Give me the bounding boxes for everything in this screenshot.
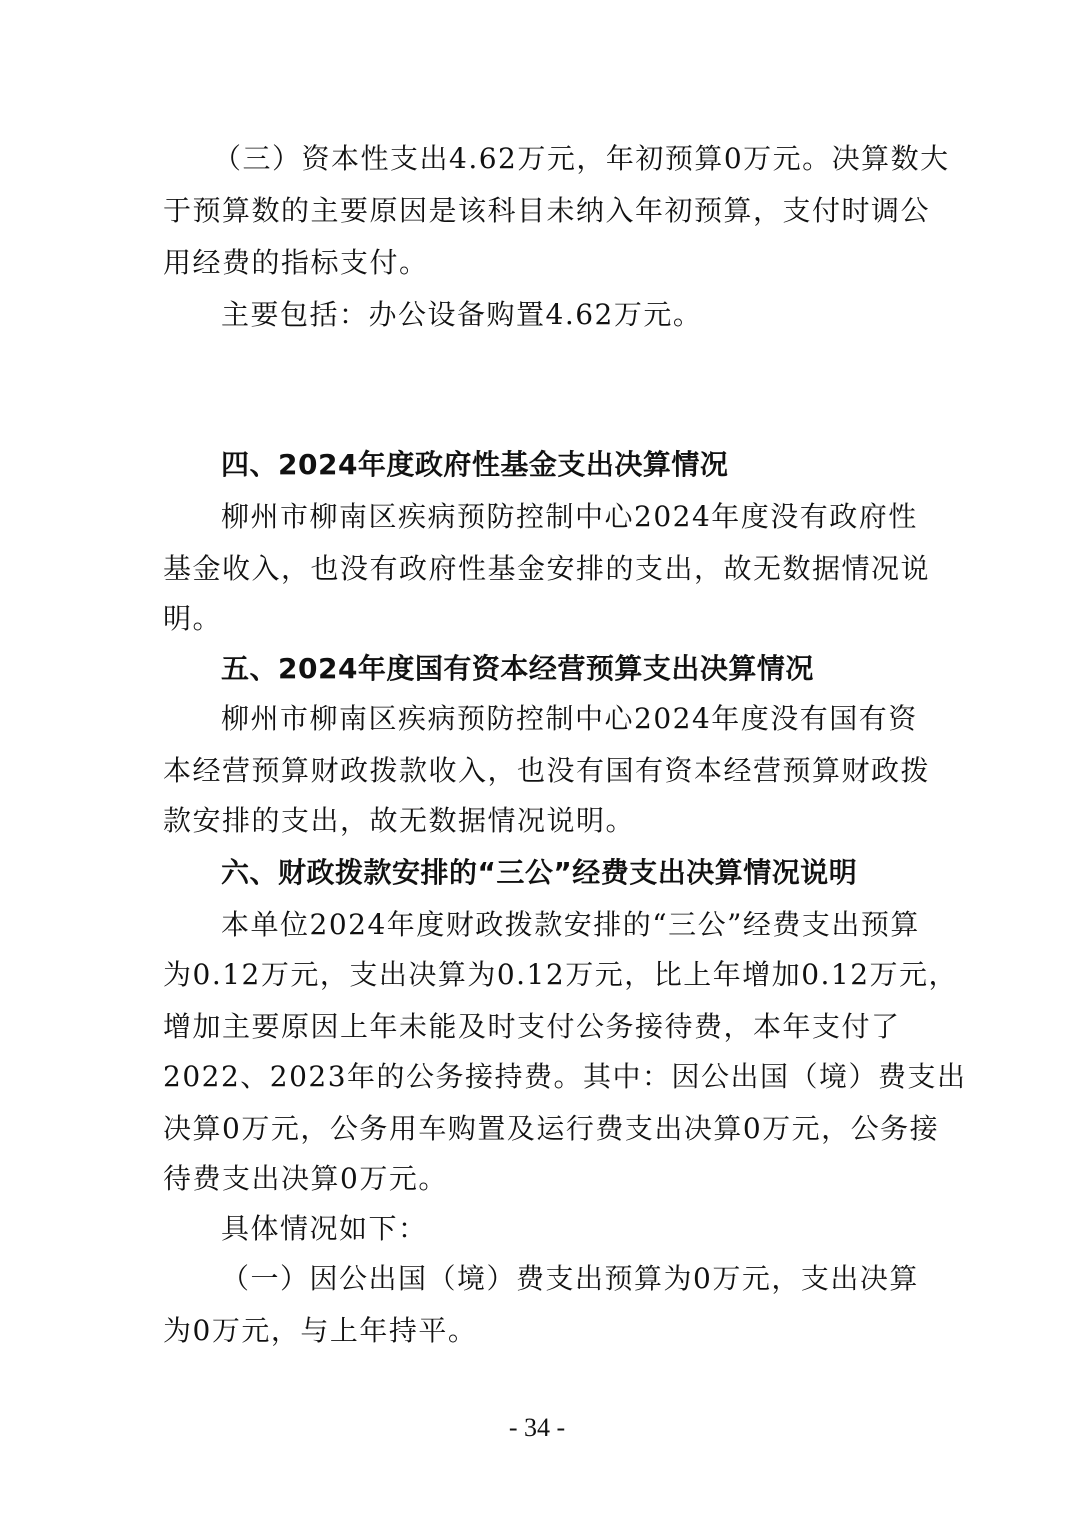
section-heading-6: 六、财政拨款安排的“三公”经费支出决算情况说明 (221, 856, 858, 889)
section-heading-5: 五、2024年度国有资本经营预算支出决算情况 (221, 652, 814, 685)
paragraph-line: 本单位2024年度财政拨款安排的“三公”经费支出预算 (221, 908, 920, 941)
paragraph-line: 为0.12万元，支出决算为0.12万元，比上年增加0.12万元， (163, 958, 959, 991)
paragraph-line: （一）因公出国（境）费支出预算为0万元，支出决算 (221, 1262, 919, 1295)
section-heading-4: 四、2024年度政府性基金支出决算情况 (221, 448, 729, 481)
paragraph-line: 用经费的指标支付。 (163, 246, 429, 279)
paragraph-line: 款安排的支出，故无数据情况说明。 (163, 804, 636, 837)
paragraph-line: 决算0万元，公务用车购置及运行费支出决算0万元，公务接 (163, 1112, 940, 1145)
paragraph-line: 为0万元，与上年持平。 (163, 1314, 478, 1347)
paragraph-line: 2022、2023年的公务接持费。其中：因公出国（境）费支出 (163, 1060, 967, 1093)
paragraph-line: （三）资本性支出4.62万元，年初预算0万元。决算数大 (213, 142, 950, 175)
paragraph-line: 具体情况如下： (221, 1212, 428, 1245)
paragraph-line: 于预算数的主要原因是该科目未纳入年初预算，支付时调公 (163, 194, 931, 227)
paragraph-line: 本经营预算财政拨款收入，也没有国有资本经营预算财政拨 (163, 754, 931, 787)
paragraph-line: 柳州市柳南区疾病预防控制中心2024年度没有政府性 (221, 500, 918, 533)
page-number: - 34 - (508, 1413, 566, 1442)
paragraph-line: 明。 (163, 602, 223, 635)
paragraph-line: 待费支出决算0万元。 (163, 1162, 448, 1195)
paragraph-line: 主要包括：办公设备购置4.62万元。 (221, 298, 703, 331)
paragraph-line: 柳州市柳南区疾病预防控制中心2024年度没有国有资 (221, 702, 918, 735)
paragraph-line: 增加主要原因上年未能及时支付公务接待费，本年支付了 (163, 1010, 901, 1043)
paragraph-line: 基金收入，也没有政府性基金安排的支出，故无数据情况说 (163, 552, 931, 585)
